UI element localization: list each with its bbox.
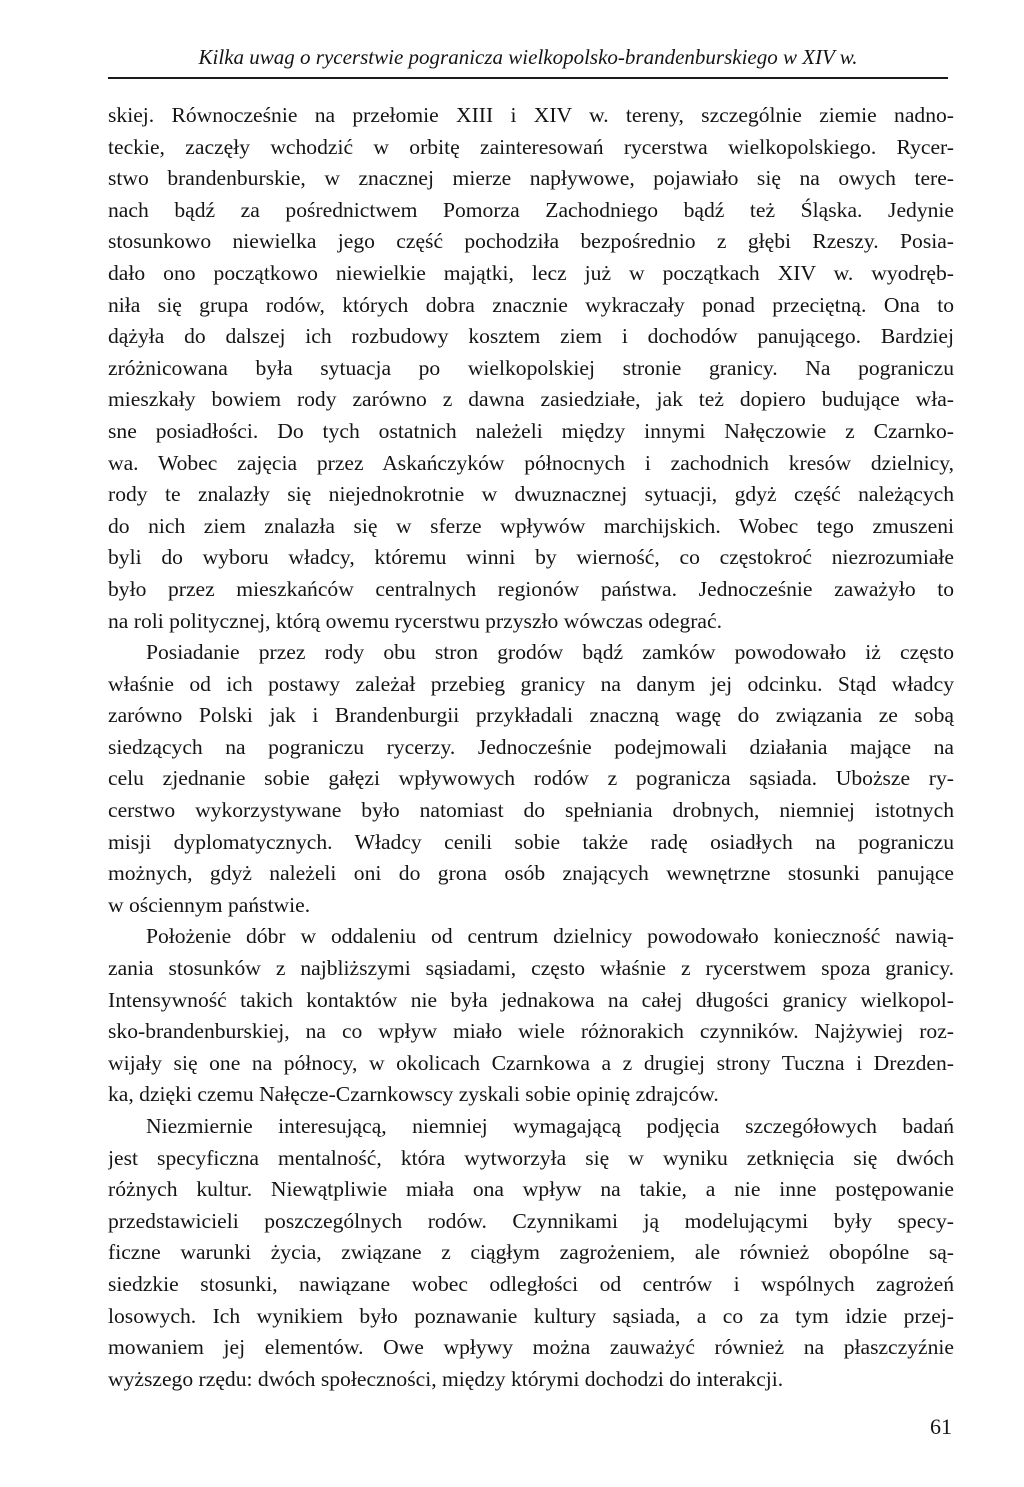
text-line: było przez mieszkańców centralnych regionów państwa. Jednocześnie zaważyło to <box>108 576 954 601</box>
text-line: jest specyficzna mentalność, która wytworzyła się w wyniku zetknięcia się dwóch <box>108 1145 954 1170</box>
text-line: przedstawicieli poszczególnych rodów. Czynnikami ją modelującymi były specy- <box>108 1208 954 1233</box>
text-line: celu zjednanie sobie gałęzi wpływowych rodów z pogranicza sąsiada. Uboższe ry- <box>108 766 954 791</box>
paragraph <box>108 921 954 1111</box>
text-line: stwo brandenburskie, w znacznej mierze napływowe, pojawiało się na owych tere- <box>108 166 954 191</box>
text-line: dążyła do dalszej ich rozbudowy kosztem ziem i dochodów panującego. Bardziej <box>108 324 954 349</box>
text-line: właśnie od ich postawy zależał przebieg granicy na danym jej odcinku. Stąd władcy <box>108 671 954 696</box>
text-line: na roli politycznej, którą owemu rycerstwu przyszło wówczas odegrać. <box>108 608 722 633</box>
text-line: różnych kultur. Niewątpliwie miała ona wpływ na takie, a nie inne postępowanie <box>108 1177 954 1202</box>
text-line: zróżnicowana była sytuacja po wielkopolskiej stronie granicy. Na pograniczu <box>108 355 954 380</box>
text-line: Położenie dóbr w oddaleniu od centrum dzielnicy powodowało konieczność nawią- <box>146 924 954 949</box>
header-rule <box>108 77 948 79</box>
text-line: nach bądź za pośrednictwem Pomorza Zachodniego bądź też Śląska. Jedynie <box>108 197 954 222</box>
text-line: skiej. Równocześnie na przełomie XIII i XIV w. tereny, szczególnie ziemie nadno- <box>108 103 954 127</box>
text-line: mowaniem jej elementów. Owe wpływy można zauważyć również na płaszczyźnie <box>108 1335 954 1360</box>
text-line: mieszkały bowiem rody zarówno z dawna zasiedziałe, jak też dopiero budujące wła- <box>108 387 954 412</box>
text-line: do nich ziem znalazła się w sferze wpływów marchijskich. Wobec tego zmuszeni <box>108 513 954 538</box>
text-line: dało ono początkowo niewielkie majątki, lecz już w początkach XIV w. wyodręb- <box>108 260 954 285</box>
text-line: siedzkie stosunki, nawiązane wobec odległości od centrów i wspólnych zagrożeń <box>108 1271 954 1296</box>
text-line: siedzących na pograniczu rycerzy. Jednocześnie podejmowali działania mające na <box>108 734 954 759</box>
text-line: sko-brandenburskiej, na co wpływ miało wiele różnorakich czynników. Najżywiej roz- <box>108 1019 954 1044</box>
text-line: w ościennym państwie. <box>108 892 311 917</box>
body-text <box>108 100 954 1395</box>
text-line: byli do wyboru władcy, któremu winni by wierność, co częstokroć niezrozumiałe <box>108 545 954 570</box>
text-line: możnych, gdyż należeli oni do grona osób znających wewnętrzne stosunki panujące <box>108 861 954 886</box>
text-line: sne posiadłości. Do tych ostatnich należeli między innymi Nałęczowie z Czarnko- <box>108 418 954 443</box>
text-line: cerstwo wykorzystywane było natomiast do spełniania drobnych, niemniej istotnych <box>108 798 954 823</box>
paragraph <box>108 637 954 921</box>
text-line: wijały się one na północy, w okolicach Czarnkowa a z drugiej strony Tuczna i Drezden- <box>108 1050 954 1075</box>
paragraph <box>108 1111 954 1395</box>
text-line: niła się grupa rodów, których dobra znacznie wykraczały ponad przeciętną. Ona to <box>108 292 954 317</box>
text-line: zania stosunków z najbliższymi sąsiadami, często właśnie z rycerstwem spoza granicy. <box>108 956 954 981</box>
text-line: teckie, zaczęły wchodzić w orbitę zainteresowań rycerstwa wielkopolskiego. Rycer- <box>108 134 954 159</box>
text-line: Niezmiernie interesującą, niemniej wymagającą podjęcia szczegółowych badań <box>146 1114 954 1138</box>
page-number: 61 <box>930 1414 952 1439</box>
text-line: wyższego rzędu: dwóch społeczności, między którymi dochodzi do interakcji. <box>108 1366 784 1391</box>
text-line: rody te znalazły się niejednokrotnie w dwuznacznej sytuacji, gdyż część należących <box>108 482 954 507</box>
paragraph <box>108 100 954 637</box>
text-line: stosunkowo niewielka jego część pochodziła bezpośrednio z głębi Rzeszy. Posia- <box>108 229 954 254</box>
text-line: Posiadanie przez rody obu stron grodów bądź zamków powodowało iż często <box>146 640 954 665</box>
text-line: losowych. Ich wynikiem było poznawanie kultury sąsiada, a co za tym idzie przej- <box>108 1303 954 1328</box>
text-line: wa. Wobec zajęcia przez Askańczyków północnych i zachodnich kresów dzielnicy, <box>108 450 954 475</box>
text-line: zarówno Polski jak i Brandenburgii przykładali znaczną wagę do związania ze sobą <box>108 703 954 728</box>
text-line: Intensywność takich kontaktów nie była jednakowa na całej długości granicy wielkopol- <box>108 987 954 1012</box>
text-line: ka, dzięki czemu Nałęcze-Czarnkowscy zyskali sobie opinię zdrajców. <box>108 1082 719 1107</box>
text-line: ficzne warunki życia, związane z ciągłym zagrożeniem, ale również obopólne są- <box>108 1240 954 1265</box>
running-head: Kilka uwag o rycerstwie pogranicza wielkopolsko-brandenburskiego w XIV w. <box>198 45 858 69</box>
text-line: misji dyplomatycznych. Władcy cenili sobie także radę osiadłych na pograniczu <box>108 829 954 854</box>
